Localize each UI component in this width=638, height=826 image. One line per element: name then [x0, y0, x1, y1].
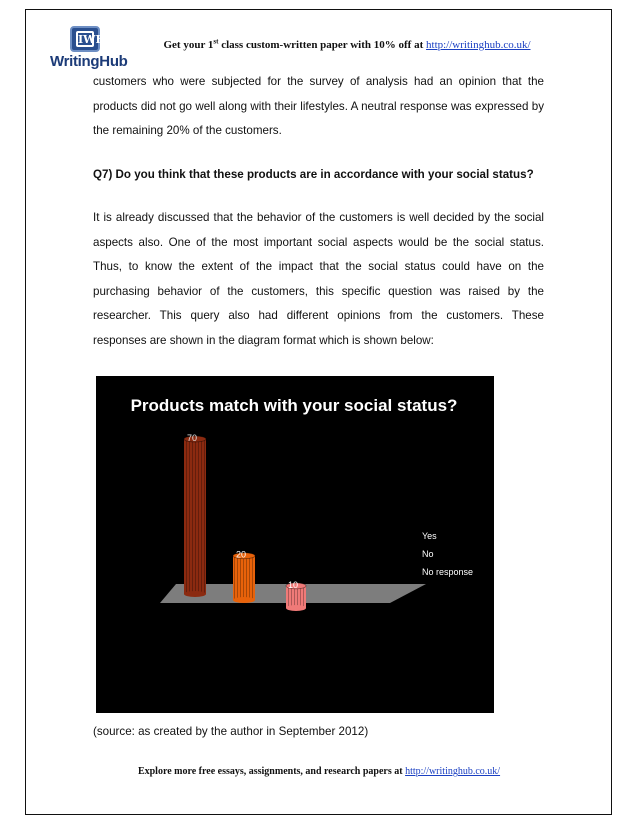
footer-text: Explore more free essays, assignments, and research papers at: [137, 766, 406, 777]
bar-base: [233, 597, 255, 603]
source-caption: (source: as created by the author in September 2012): [93, 725, 369, 738]
legend-item: Yes: [422, 531, 437, 541]
promo-text-end: class custom-written paper with 10% off at: [218, 38, 427, 51]
paragraph-1: customers who were subjected for the survey of analysis had an opinion that the products did not go well along with their lifestyles. A neutral response was expressed by the remaining 20% of the customers.: [93, 75, 544, 138]
chart-legend: [422, 531, 473, 577]
logo-wordmark: [50, 53, 128, 70]
logo-badge-mark: IWH: [78, 33, 106, 46]
bar-texture: [233, 556, 255, 600]
footer-promo: [0, 766, 638, 777]
header-link[interactable]: http://writinghub.co.uk/: [426, 38, 531, 51]
bar-3: [286, 580, 306, 611]
logo-word-writing: Writing: [50, 53, 100, 70]
chart-title: Products match with your social status?: [130, 396, 458, 415]
logo-word-hub: Hub: [99, 53, 128, 70]
question-7-heading: Q7) Do you think that these products are in accordance with your social status?: [93, 168, 534, 181]
bar-value-label: 10: [287, 579, 299, 590]
legend-item: No: [422, 549, 434, 559]
bar-texture: [184, 439, 206, 594]
header-promo: [0, 37, 638, 51]
bar-1: [184, 433, 206, 597]
paragraph-2: It is already discussed that the behavior of the customers is well decided by the social aspects also. One of the most important social aspects would be the social status. Thus, to know the extent of the impact that the social status could have on the purchasing behavior of the customers, this specific question was raised by the researcher. This query also had different opinions from the customers. These responses are shown in the diagram format which is shown below:: [93, 211, 544, 347]
legend-item: No response: [422, 567, 474, 577]
promo-text-start: Get your 1: [163, 38, 214, 51]
chart-bars: [184, 433, 306, 611]
chart-svg: [96, 376, 494, 713]
bar-base: [286, 605, 306, 611]
bar-base: [184, 591, 206, 597]
bar-chart: [96, 376, 494, 713]
bar-2: [233, 550, 255, 603]
footer-link[interactable]: http://writinghub.co.uk/: [405, 766, 501, 777]
promo-superscript: st: [213, 37, 219, 45]
bar-value-label: 20: [235, 549, 247, 560]
bar-value-label: 70: [186, 433, 198, 443]
